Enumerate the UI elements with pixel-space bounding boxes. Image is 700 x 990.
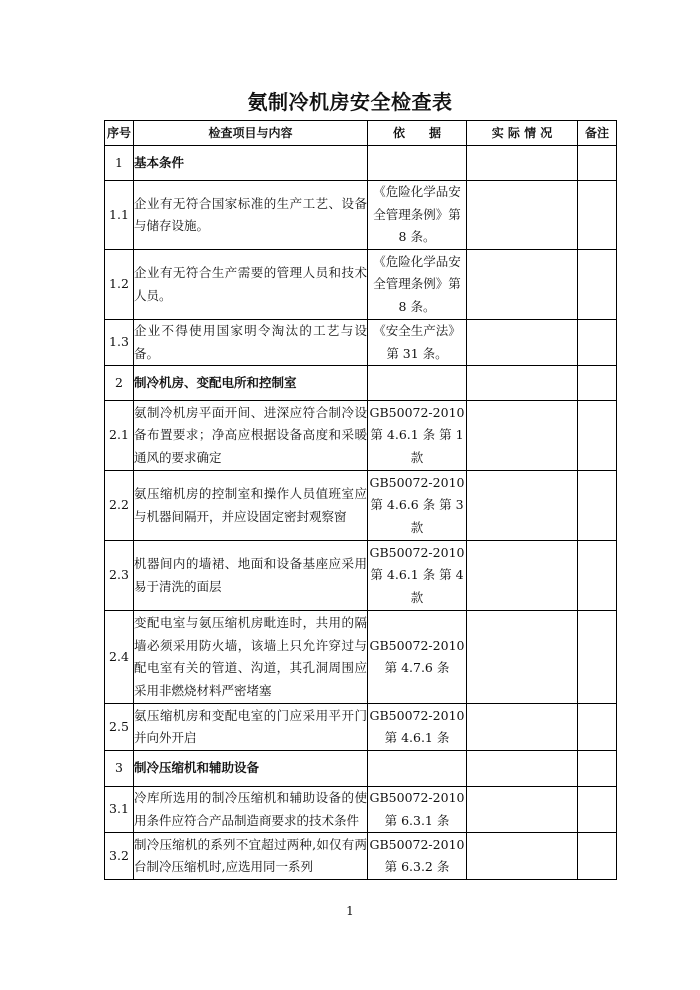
table-row: [105, 787, 617, 833]
actual-cell: [467, 146, 578, 181]
page-number: 1: [346, 904, 354, 918]
table-row: [105, 401, 617, 471]
header-basis: 依 据: [368, 121, 467, 146]
remark-cell: [578, 751, 617, 787]
section-title: 制冷机房、变配电所和控制室: [134, 366, 368, 401]
item-content: 企业不得使用国家明令淘汰的工艺与设备。: [134, 320, 368, 366]
item-content: 企业有无符合国家标准的生产工艺、设备与储存设施。: [134, 181, 368, 250]
basis-cell: [368, 751, 467, 787]
table-row: [105, 471, 617, 541]
basis-cell: 《危险化学品安全管理条例》第 8 条。: [368, 250, 467, 320]
actual-cell: [467, 751, 578, 787]
document-title: 氨制冷机房安全检查表: [247, 90, 453, 114]
basis-cell: GB50072-2010 第 4.6.6 条 第 3 款: [368, 471, 467, 541]
actual-cell: [467, 250, 578, 320]
item-content: 企业有无符合生产需要的管理人员和技术人员。: [134, 250, 368, 320]
row-number: 2.1: [105, 401, 134, 471]
row-number: 1.3: [105, 320, 134, 366]
actual-cell: [467, 611, 578, 704]
remark-cell: [578, 541, 617, 611]
basis-cell: 《安全生产法》第 31 条。: [368, 320, 467, 366]
actual-cell: [467, 787, 578, 833]
remark-cell: [578, 366, 617, 401]
remark-cell: [578, 833, 617, 880]
row-number: 1: [105, 146, 134, 181]
row-number: 3.1: [105, 787, 134, 833]
item-content: 氨制冷机房平面开间、进深应符合制冷设备布置要求；净高应根据设备高度和采暖通风的要求确定: [134, 401, 368, 471]
row-number: 1.2: [105, 250, 134, 320]
item-content: 冷库所选用的制冷压缩机和辅助设备的使用条件应符合产品制造商要求的技术条件: [134, 787, 368, 833]
row-number: 2.4: [105, 611, 134, 704]
basis-cell: [368, 366, 467, 401]
table-row: [105, 611, 617, 704]
actual-cell: [467, 320, 578, 366]
safety-checklist-table: [104, 120, 617, 880]
remark-cell: [578, 146, 617, 181]
row-number: 3: [105, 751, 134, 787]
section-row: [105, 366, 617, 401]
row-number: 2.2: [105, 471, 134, 541]
basis-cell: GB50072-2010 第 4.6.1 条 第 4 款: [368, 541, 467, 611]
item-content: 制冷压缩机的系列不宜超过两种,如仅有两台制冷压缩机时,应选用同一系列: [134, 833, 368, 880]
table-row: [105, 320, 617, 366]
basis-cell: GB50072-2010 第 4.6.1 条: [368, 704, 467, 751]
item-content: 变配电室与氨压缩机房毗连时，共用的隔墙必须采用防火墙，该墙上只允许穿过与配电室有关的管道、沟道，其孔洞周围应采用非燃烧材料严密堵塞: [134, 611, 368, 704]
section-title: 基本条件: [134, 146, 368, 181]
actual-cell: [467, 704, 578, 751]
row-number: 3.2: [105, 833, 134, 880]
section-row: [105, 751, 617, 787]
remark-cell: [578, 401, 617, 471]
section-title: 制冷压缩机和辅助设备: [134, 751, 368, 787]
header-item: 检查项目与内容: [134, 121, 368, 146]
item-content: 氨压缩机房的控制室和操作人员值班室应与机器间隔开，并应设固定密封观察窗: [134, 471, 368, 541]
header-actual: 实 际 情 况: [467, 121, 578, 146]
table-row: [105, 704, 617, 751]
remark-cell: [578, 787, 617, 833]
basis-cell: GB50072-2010 第 4.7.6 条: [368, 611, 467, 704]
remark-cell: [578, 471, 617, 541]
actual-cell: [467, 401, 578, 471]
header-no: 序号: [105, 121, 134, 146]
basis-cell: GB50072-2010 第 6.3.1 条: [368, 787, 467, 833]
remark-cell: [578, 320, 617, 366]
item-content: 机器间内的墙裙、地面和设备基座应采用易于清洗的面层: [134, 541, 368, 611]
item-content: 氨压缩机房和变配电室的门应采用平开门并向外开启: [134, 704, 368, 751]
table-row: [105, 541, 617, 611]
actual-cell: [467, 181, 578, 250]
remark-cell: [578, 611, 617, 704]
remark-cell: [578, 250, 617, 320]
basis-cell: 《危险化学品安全管理条例》第 8 条。: [368, 181, 467, 250]
actual-cell: [467, 541, 578, 611]
remark-cell: [578, 704, 617, 751]
actual-cell: [467, 471, 578, 541]
row-number: 2.5: [105, 704, 134, 751]
basis-cell: [368, 146, 467, 181]
header-remark: 备注: [578, 121, 617, 146]
table-row: [105, 250, 617, 320]
section-row: [105, 146, 617, 181]
actual-cell: [467, 833, 578, 880]
row-number: 2: [105, 366, 134, 401]
table-row: [105, 833, 617, 880]
remark-cell: [578, 181, 617, 250]
basis-cell: GB50072-2010 第 6.3.2 条: [368, 833, 467, 880]
actual-cell: [467, 366, 578, 401]
basis-cell: GB50072-2010 第 4.6.1 条 第 1 款: [368, 401, 467, 471]
row-number: 2.3: [105, 541, 134, 611]
row-number: 1.1: [105, 181, 134, 250]
table-row: [105, 181, 617, 250]
table-header-row: [105, 121, 617, 146]
